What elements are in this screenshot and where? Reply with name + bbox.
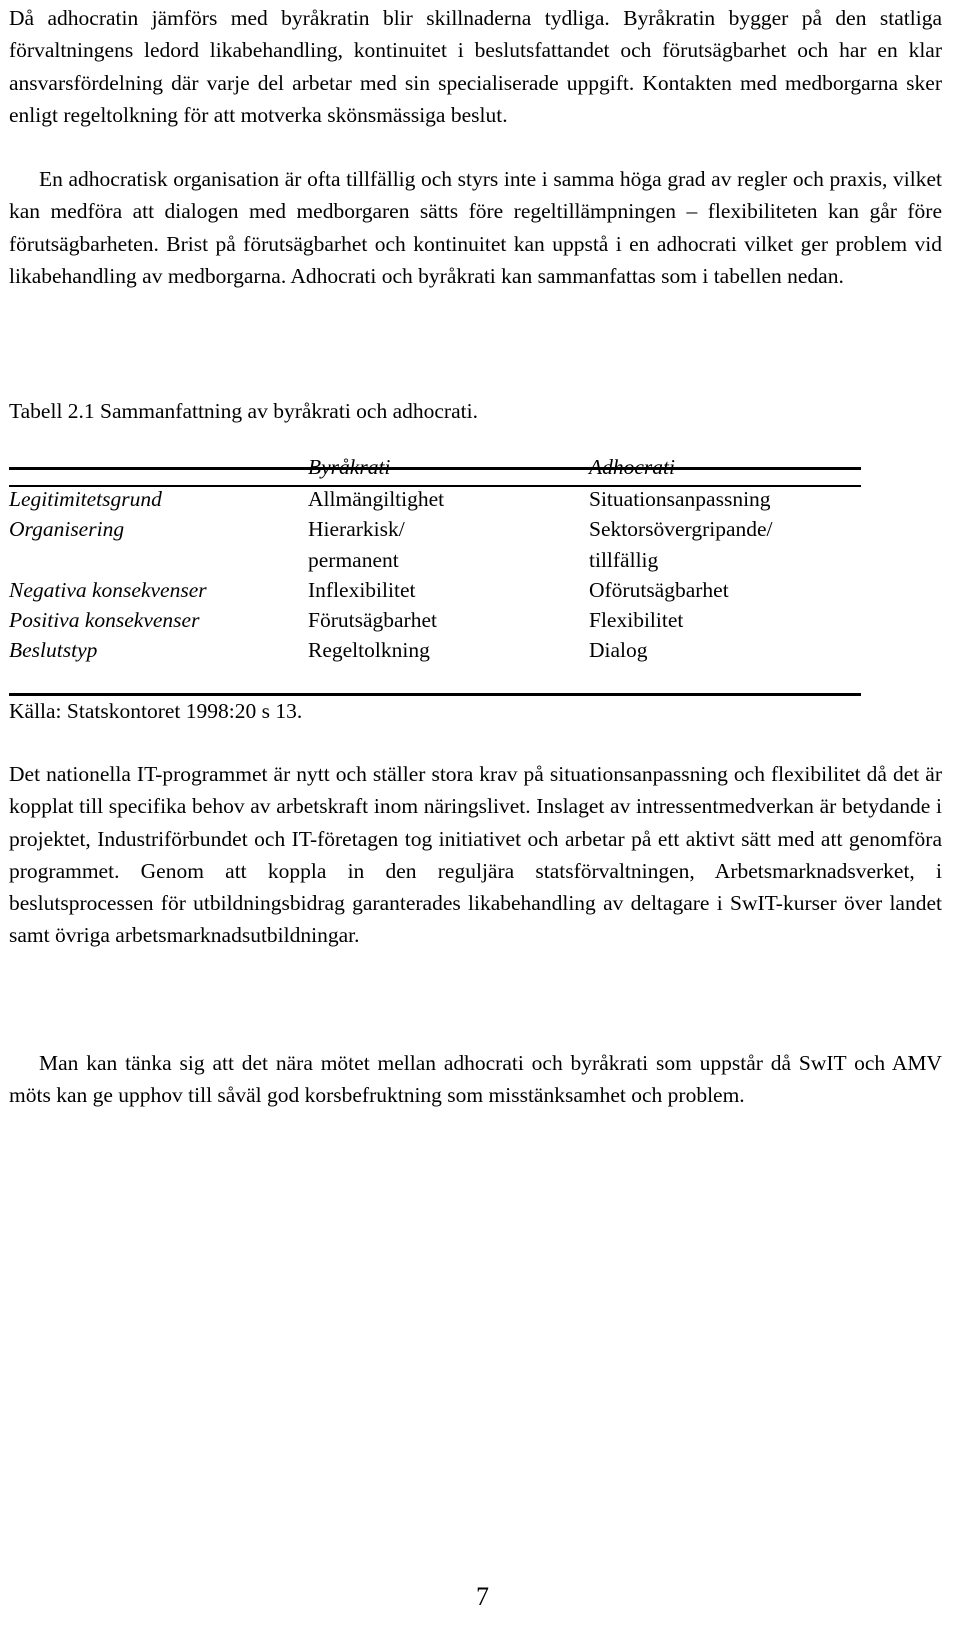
row-label: Legitimitetsgrund — [9, 487, 162, 511]
table-cell: Flexibilitet — [589, 608, 684, 632]
table-cell: Regeltolkning — [308, 638, 430, 662]
table-cell: Allmängiltighet — [308, 487, 445, 511]
table-cell: Hierarkisk/ — [308, 517, 405, 541]
paragraph-adhocracy: En adhocratisk organisation är ofta tillfällig och styrs inte i samma höga grad av regler och praxis, vilket kan medföra att dialogen med medborgaren sätts före regeltillämpningen – flexibiliteten kan går före förutsägbarheten. Brist på förutsägbarhet och kontinuitet kan uppstå i en adhocrati vilket ger problem vid likabehandling av medborgarna. Adhocrati och byråkrati kan sammanfattas som i tabellen nedan. — [9, 167, 942, 288]
table-cell: permanent — [308, 548, 399, 572]
table-caption: Tabell 2.1 Sammanfattning av byråkrati och adhocrati. — [9, 399, 478, 423]
table-source: Källa: Statskontoret 1998:20 s 13. — [9, 699, 303, 723]
table-cell: Situationsanpassning — [589, 487, 771, 511]
table-cell: Oförutsägbarhet — [589, 578, 729, 602]
row-label: Organisering — [9, 517, 125, 541]
table-cell: Förutsägbarhet — [308, 608, 437, 632]
row-label: Negativa konsekvenser — [9, 578, 207, 602]
column-header-byrakrati: Byråkrati — [308, 455, 391, 479]
table-cell: Inflexibilitet — [308, 578, 416, 602]
table-cell: Sektorsövergripande/ — [589, 517, 773, 541]
paragraph-it-programme: Det nationella IT-programmet är nytt och ställer stora krav på situationsanpassning och flexibilitet då det är kopplat till specifika behov av arbetskraft inom näringslivet. Inslaget av intressentmedverkan är betydande i projektet, Industriförbundet och IT-företagen tog initiativet och arbetar på ett aktivt sätt med att genomföra programmet. Genom att koppla in den reguljära statsförvaltningen, Arbetsmarknadsverket, i beslutsprocessen för utbildningsbidrag garanterades likabehandling av deltagare i SwIT-kurser över landet samt övriga arbetsmarknadsutbildningar. — [9, 762, 942, 948]
column-header-adhocrati: Adhocrati — [589, 455, 675, 479]
row-label: Beslutstyp — [9, 638, 98, 662]
table-cell: Dialog — [589, 638, 648, 662]
row-label: Positiva konsekvenser — [9, 608, 200, 632]
page-number: 7 — [476, 1582, 489, 1611]
paragraph-conclusion: Man kan tänka sig att det nära mötet mellan adhocrati och byråkrati som uppstår då SwIT och AMV möts kan ge upphov till såväl god korsbefruktning som misstänksamhet och problem. — [9, 1051, 942, 1108]
table-top-rule — [9, 467, 861, 470]
table-cell: tillfällig — [589, 548, 659, 572]
paragraph-intro: Då adhocratin jämförs med byråkratin blir skillnaderna tydliga. Byråkratin bygger på den statliga förvaltningens ledord likabehandling, kontinuitet i beslutsfattandet och förutsägbarhet och har en klar ansvarsfördelning där varje del arbetar med sin specialiserade uppgift. Kontakten med medborgarna sker enligt regeltolkning för att motverka skönsmässiga beslut. — [9, 6, 942, 127]
